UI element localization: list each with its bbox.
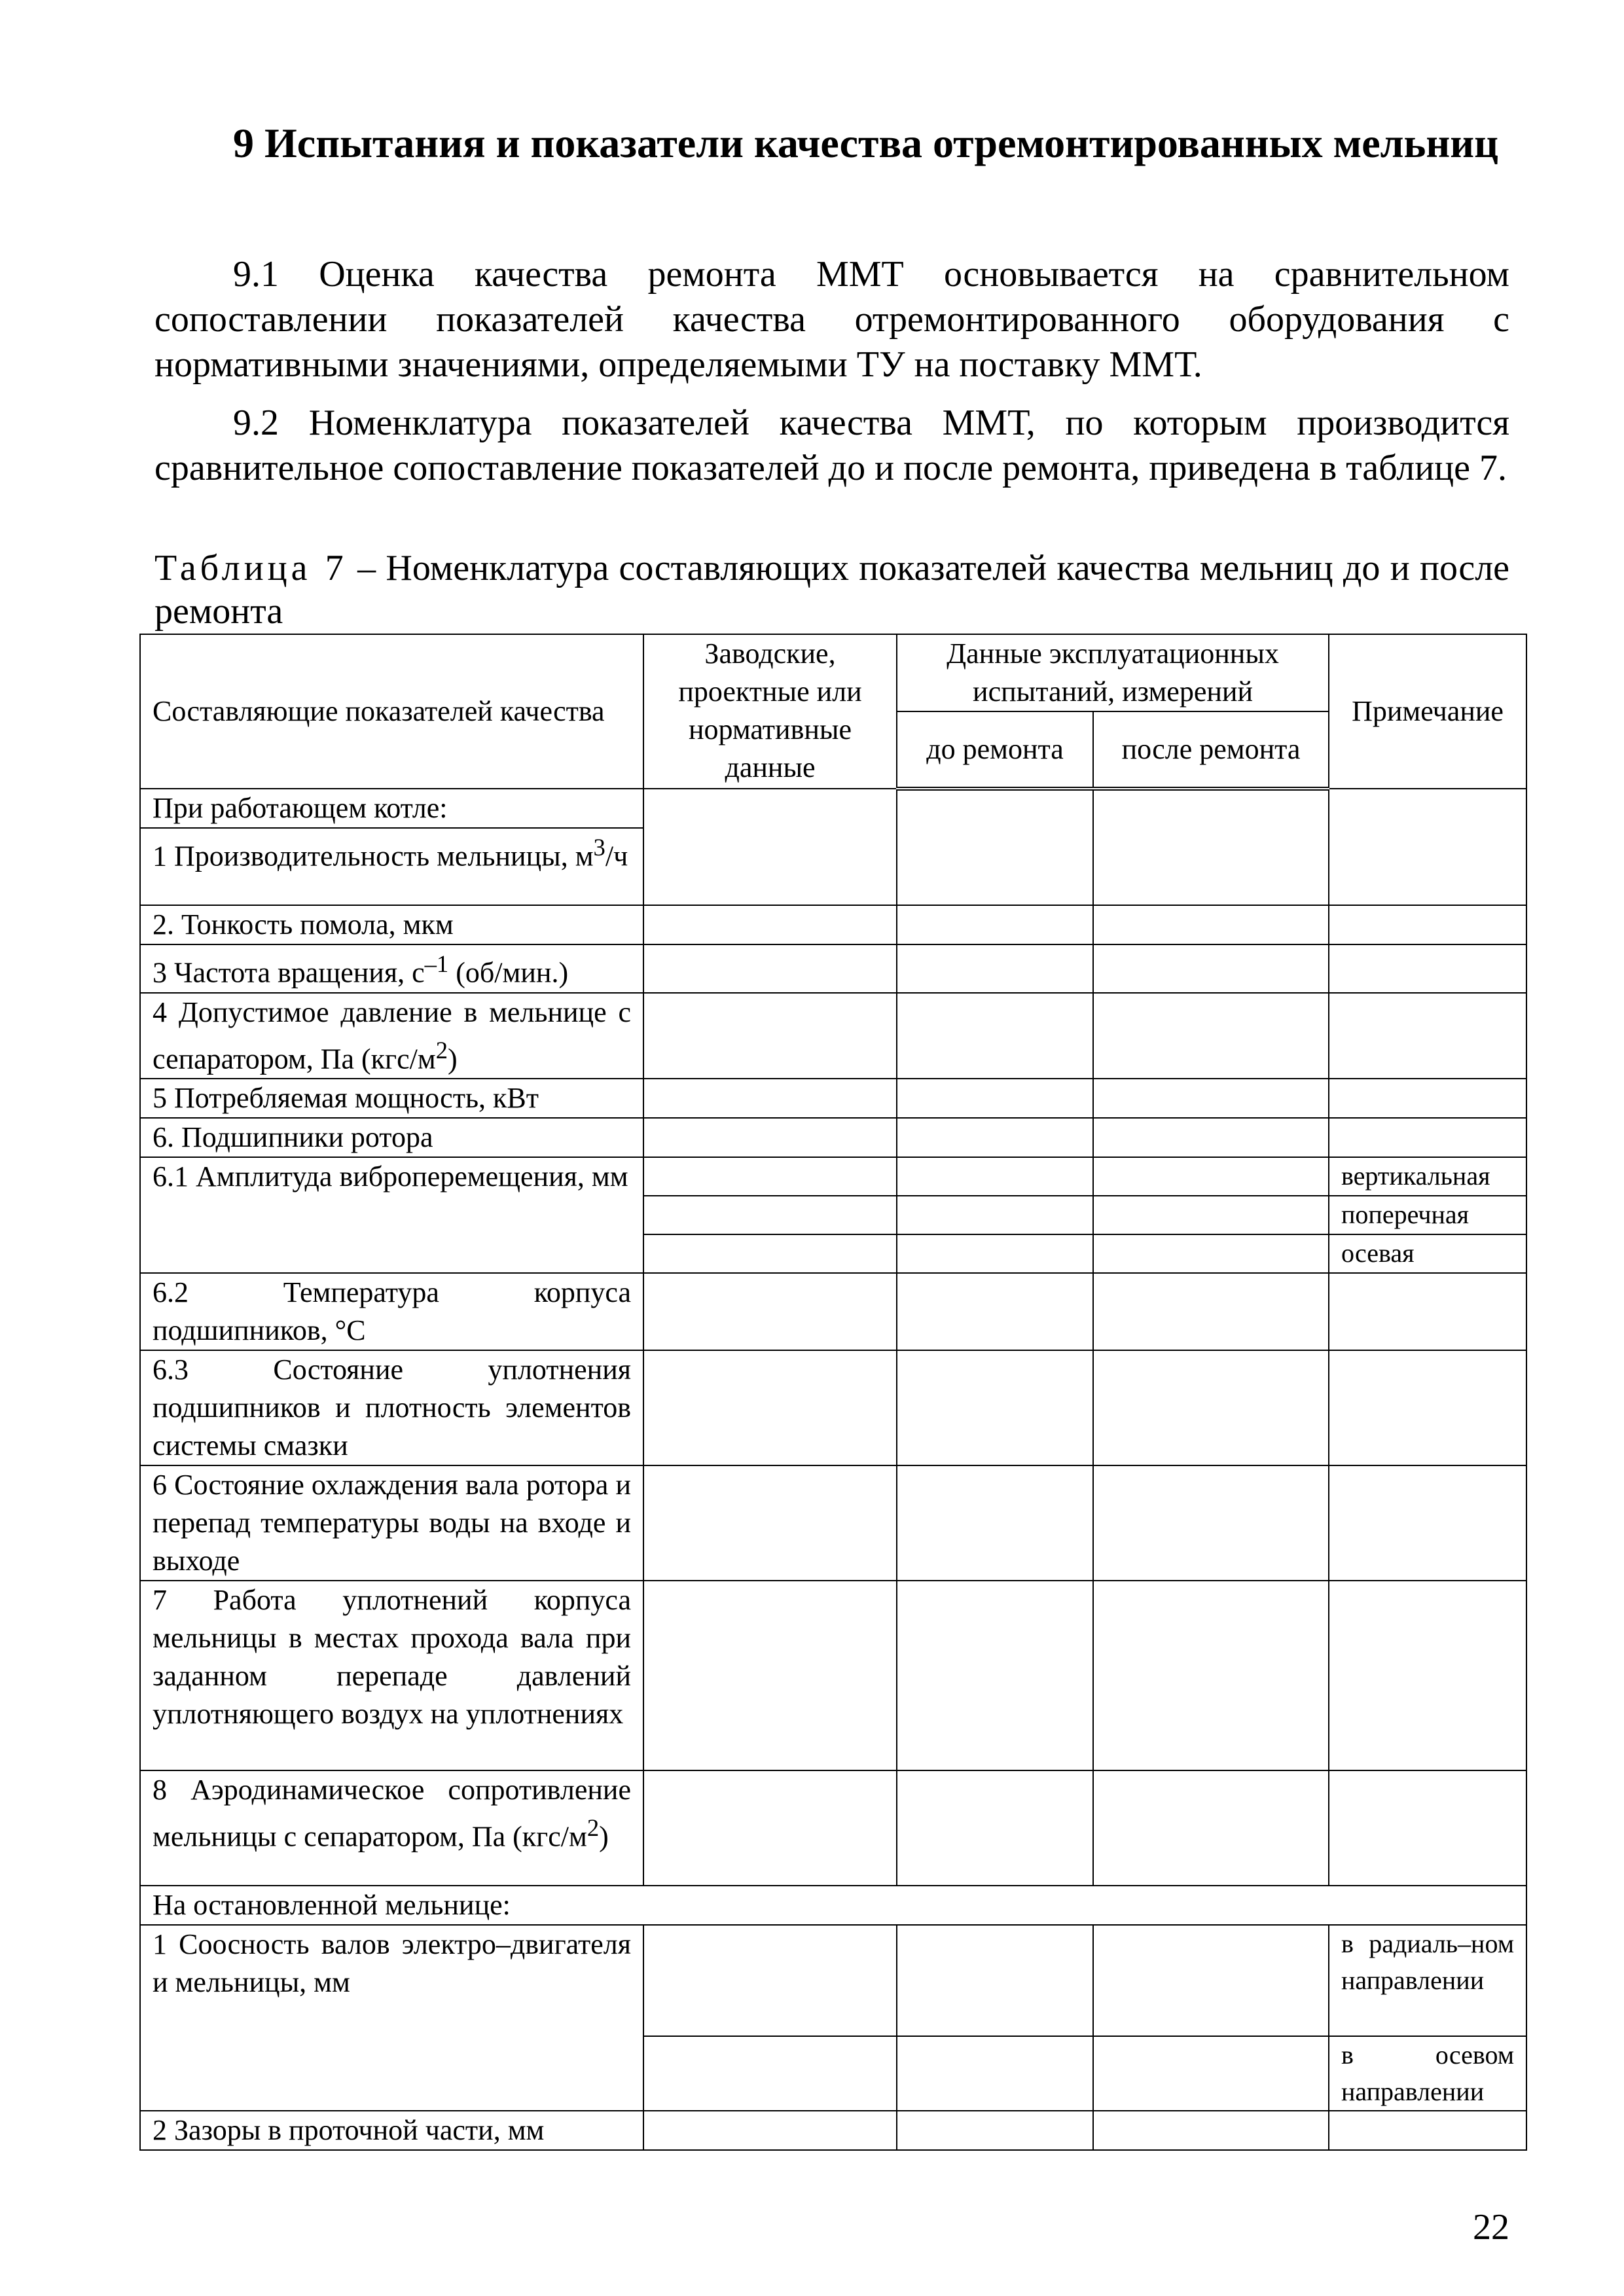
table-cell: [643, 1196, 897, 1234]
note-radial: в радиаль–ном направлении: [1329, 1925, 1526, 2036]
table-cell: [1093, 993, 1329, 1079]
table-cell: [1329, 1079, 1526, 1118]
table-row: 6. Подшипники ротора: [140, 1118, 643, 1157]
header-note: Примечание: [1329, 634, 1526, 789]
table-cell: [897, 1465, 1093, 1581]
table-row: 2 Зазоры в проточной части, мм: [140, 2111, 643, 2150]
table-cell: [897, 2036, 1093, 2111]
table-cell: [897, 1581, 1093, 1770]
table-cell: [1093, 2111, 1329, 2150]
table-cell: [643, 1079, 897, 1118]
paragraph-9-1: 9.1 Оценка качества ремонта ММТ основывается на сравнительном сопоставлении показателей качества отремонтированного оборудования с нормативными значениями, определяемыми ТУ на поставку ММТ.: [154, 254, 1509, 385]
header-before: до ремонта: [897, 711, 1093, 789]
row-label-end: ): [599, 1820, 609, 1853]
table-cell: [643, 789, 897, 905]
table-cell: [1093, 905, 1329, 944]
table-cell: [643, 2036, 897, 2111]
table-cell: [1329, 905, 1526, 944]
table-cell: [1329, 1465, 1526, 1581]
table-caption: [154, 547, 1509, 633]
table-cell: [1093, 1079, 1329, 1118]
table-cell: [1329, 2111, 1526, 2150]
table-cell: [1329, 944, 1526, 993]
table-cell: [1329, 789, 1526, 905]
header-component: Составляющие показателей качества: [140, 634, 643, 789]
table-row: [140, 828, 643, 905]
table-row: [140, 993, 643, 1079]
table-cell: [643, 1350, 897, 1465]
table-cell: [1093, 1118, 1329, 1157]
table-cell: [1329, 1118, 1526, 1157]
row-label: 3 Частота вращения, с: [153, 956, 425, 989]
table-cell: [643, 1234, 897, 1273]
table-cell: [897, 1770, 1093, 1886]
quality-indicators-table: [139, 634, 1527, 2151]
note-axial: осевая: [1329, 1234, 1526, 1273]
table-row: 2. Тонкость помола, мкм: [140, 905, 643, 944]
table-row: 6.3 Состояние уплотнения подшипников и плотность элементов системы смазки: [140, 1350, 643, 1465]
table-cell: [1093, 944, 1329, 993]
paragraph-9-2: 9.2 Номенклатура показателей качества ММТ, по которым производится сравнительное сопоставление показателей до и после ремонта, приведена в таблице 7.: [154, 403, 1509, 488]
section-running: При работающем котле:: [140, 789, 643, 828]
table-cell: [643, 1925, 897, 2036]
row-label: 4 Допустимое давление в мельнице с сепаратором, Па (кгс/м: [153, 996, 631, 1075]
table-caption-label: Таблица 7: [154, 548, 348, 588]
section-stopped: На остановленной мельнице:: [140, 1886, 1526, 1925]
table-row: 5 Потребляемая мощность, кВт: [140, 1079, 643, 1118]
table-cell: [643, 2111, 897, 2150]
table-cell: [1093, 1465, 1329, 1581]
table-cell: [897, 1196, 1093, 1234]
row-label-end: /ч: [605, 840, 628, 872]
table-row: 6.2 Температура корпуса подшипников, °С: [140, 1273, 643, 1350]
table-caption-text: – Номенклатура составляющих показателей качества мельниц до и после ремонта: [154, 548, 1509, 632]
note-axial-direction: в осевом направлении: [1329, 2036, 1526, 2111]
superscript: 2: [586, 1814, 600, 1842]
table-cell: [897, 1350, 1093, 1465]
table-cell: [897, 789, 1093, 905]
table-cell: [1329, 1581, 1526, 1770]
header-after: после ремонта: [1093, 711, 1329, 789]
table-row: 6 Состояние охлаждения вала ротора и перепад температуры воды на входе и выходе: [140, 1465, 643, 1581]
table-row: 7 Работа уплотнений корпуса мельницы в местах прохода вала при заданном перепаде давлений уплотняющего воздух на уплотнениях: [140, 1581, 643, 1770]
table-cell: [643, 1118, 897, 1157]
superscript: –1: [424, 950, 449, 977]
table-cell: [1329, 1350, 1526, 1465]
table-row: [140, 1770, 643, 1886]
table-cell: [897, 1118, 1093, 1157]
table-cell: [897, 944, 1093, 993]
table-cell: [1329, 1770, 1526, 1886]
superscript: 3: [593, 834, 605, 861]
section-heading: 9 Испытания и показатели качества отремонтированных мельниц: [233, 120, 1498, 166]
table-cell: [897, 1925, 1093, 2036]
row-label: 8 Аэродинамическое сопротивление мельницы с сепаратором, Па (кгс/м: [153, 1774, 631, 1853]
note-vertical: вертикальная: [1329, 1157, 1526, 1196]
note-transverse: поперечная: [1329, 1196, 1526, 1234]
row-label-end: ): [448, 1043, 458, 1075]
table-cell: [1093, 1273, 1329, 1350]
table-cell: [897, 1157, 1093, 1196]
table-cell: [1329, 1273, 1526, 1350]
table-cell: [643, 993, 897, 1079]
page-number: 22: [1473, 2207, 1509, 2248]
table-cell: [1093, 1350, 1329, 1465]
table-cell: [1093, 1234, 1329, 1273]
row-label-end: (об/мин.): [448, 956, 569, 989]
table-cell: [897, 993, 1093, 1079]
table-cell: [643, 1581, 897, 1770]
table-cell: [1093, 1157, 1329, 1196]
table-cell: [643, 1770, 897, 1886]
table-cell: [643, 944, 897, 993]
table-cell: [897, 2111, 1093, 2150]
table-cell: [1093, 789, 1329, 905]
table-cell: [897, 1234, 1093, 1273]
table-row: 1 Соосность валов электро–двигателя и мельницы, мм: [140, 1925, 643, 2111]
table-cell: [643, 1157, 897, 1196]
table-cell: [1093, 1581, 1329, 1770]
table-cell: [897, 1079, 1093, 1118]
table-cell: [643, 1465, 897, 1581]
table-cell: [897, 1273, 1093, 1350]
table-cell: [1093, 1196, 1329, 1234]
table-cell: [1093, 1925, 1329, 2036]
header-operational: Данные эксплуатационных испытаний, измерений: [897, 634, 1329, 711]
table-cell: [643, 905, 897, 944]
table-row: [140, 944, 643, 993]
header-factory: Заводские, проектные или нормативные данные: [643, 634, 897, 789]
row-label: 1 Производительность мельницы, м: [153, 840, 594, 872]
table-cell: [1329, 993, 1526, 1079]
table-row: 6.1 Амплитуда виброперемещения, мм: [140, 1157, 643, 1273]
table-cell: [1093, 2036, 1329, 2111]
table-cell: [643, 1273, 897, 1350]
superscript: 2: [435, 1036, 448, 1064]
table-cell: [897, 905, 1093, 944]
table-cell: [1093, 1770, 1329, 1886]
